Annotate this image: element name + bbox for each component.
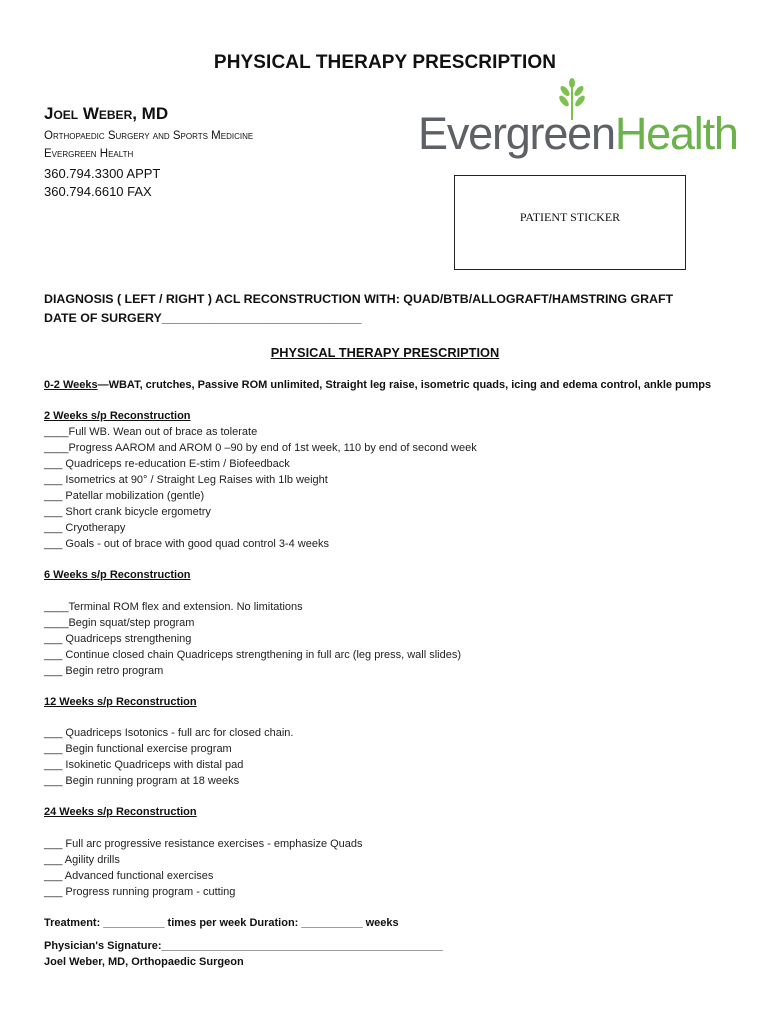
phase-0-2-text: —WBAT, crutches, Passive ROM unlimited, Straight leg raise, isometric quads, icing and edema control, ankle pumps xyxy=(97,379,712,391)
list-item: ___ Agility drills xyxy=(44,854,120,866)
phone-fax: 360.794.6610 FAX xyxy=(44,184,152,199)
list-item: ___ Full arc progressive resistance exercises - emphasize Quads xyxy=(44,838,363,850)
list-item: ____Terminal ROM flex and extension. No limitations xyxy=(44,601,303,613)
prescription-subtitle: PHYSICAL THERAPY PRESCRIPTION xyxy=(270,345,500,360)
list-item: ___ Isometrics at 90° / Straight Leg Raises with 1lb weight xyxy=(44,474,328,486)
signer-name: Joel Weber, MD, Orthopaedic Surgeon xyxy=(44,956,244,968)
logo-text-health: Health xyxy=(614,108,738,159)
list-item: ____Progress AAROM and AROM 0 –90 by end of 1st week, 110 by end of second week xyxy=(44,442,477,454)
signature-blank: ______________________________________________ xyxy=(161,940,443,952)
list-item: ___ Continue closed chain Quadriceps strengthening in full arc (leg press, wall slides) xyxy=(44,649,462,661)
page-title: PHYSICAL THERAPY PRESCRIPTION xyxy=(213,52,557,73)
list-item: ___ Goals - out of brace with good quad control 3-4 weeks xyxy=(44,538,329,550)
section-heading-12-weeks: 12 Weeks s/p Reconstruction xyxy=(44,696,197,708)
list-item: ____Full WB. Wean out of brace as tolerate xyxy=(44,426,258,438)
organization: Evergreen Health xyxy=(44,148,134,160)
treatment-line: Treatment: __________ times per week Duration: __________ weeks xyxy=(44,917,399,929)
diagnosis-line: DIAGNOSIS ( LEFT / RIGHT ) ACL RECONSTRUCTION WITH: QUAD/BTB/ALLOGRAFT/HAMSTRING GRAFT xyxy=(44,292,674,306)
list-item: ___ Begin functional exercise program xyxy=(44,743,232,755)
section-heading-6-weeks: 6 Weeks s/p Reconstruction xyxy=(44,569,191,581)
patient-sticker-box xyxy=(454,175,686,270)
list-item: ___ Quadriceps strengthening xyxy=(44,633,192,645)
list-item: ___ Quadriceps re-education E-stim / Biofeedback xyxy=(44,458,290,470)
list-item: ___ Isokinetic Quadriceps with distal pad xyxy=(44,759,244,771)
phase-0-2-label: 0-2 Weeks xyxy=(44,379,98,391)
section-heading-24-weeks: 24 Weeks s/p Reconstruction xyxy=(44,806,197,818)
list-item: ___ Advanced functional exercises xyxy=(44,870,214,882)
list-item: ___ Patellar mobilization (gentle) xyxy=(44,490,205,502)
section-heading-2-weeks: 2 Weeks s/p Reconstruction xyxy=(44,410,191,422)
phase-0-2-weeks xyxy=(44,379,711,391)
doctor-name: Joel Weber, MD xyxy=(44,104,169,123)
list-item: ___ Quadriceps Isotonics - full arc for closed chain. xyxy=(44,727,294,739)
list-item: ___ Begin retro program xyxy=(44,665,164,677)
physician-signature-line xyxy=(44,940,443,952)
signature-label: Physician's Signature: xyxy=(44,940,162,952)
logo-text-evergreen: Evergreen xyxy=(418,108,615,159)
patient-sticker-label: PATIENT STICKER xyxy=(519,210,621,224)
department: Orthopaedic Surgery and Sports Medicine xyxy=(44,130,254,142)
list-item: ____Begin squat/step program xyxy=(44,617,195,629)
list-item: ___ Begin running program at 18 weeks xyxy=(44,775,240,787)
logo-wordmark xyxy=(418,108,738,160)
list-item: ___ Short crank bicycle ergometry xyxy=(44,506,211,518)
list-item: ___ Progress running program - cutting xyxy=(44,886,236,898)
list-item: ___ Cryotherapy xyxy=(44,522,126,534)
phone-appt: 360.794.3300 APPT xyxy=(44,166,161,181)
date-of-surgery: DATE OF SURGERY_____________________________ xyxy=(44,311,362,325)
evergreen-health-logo xyxy=(418,78,738,164)
